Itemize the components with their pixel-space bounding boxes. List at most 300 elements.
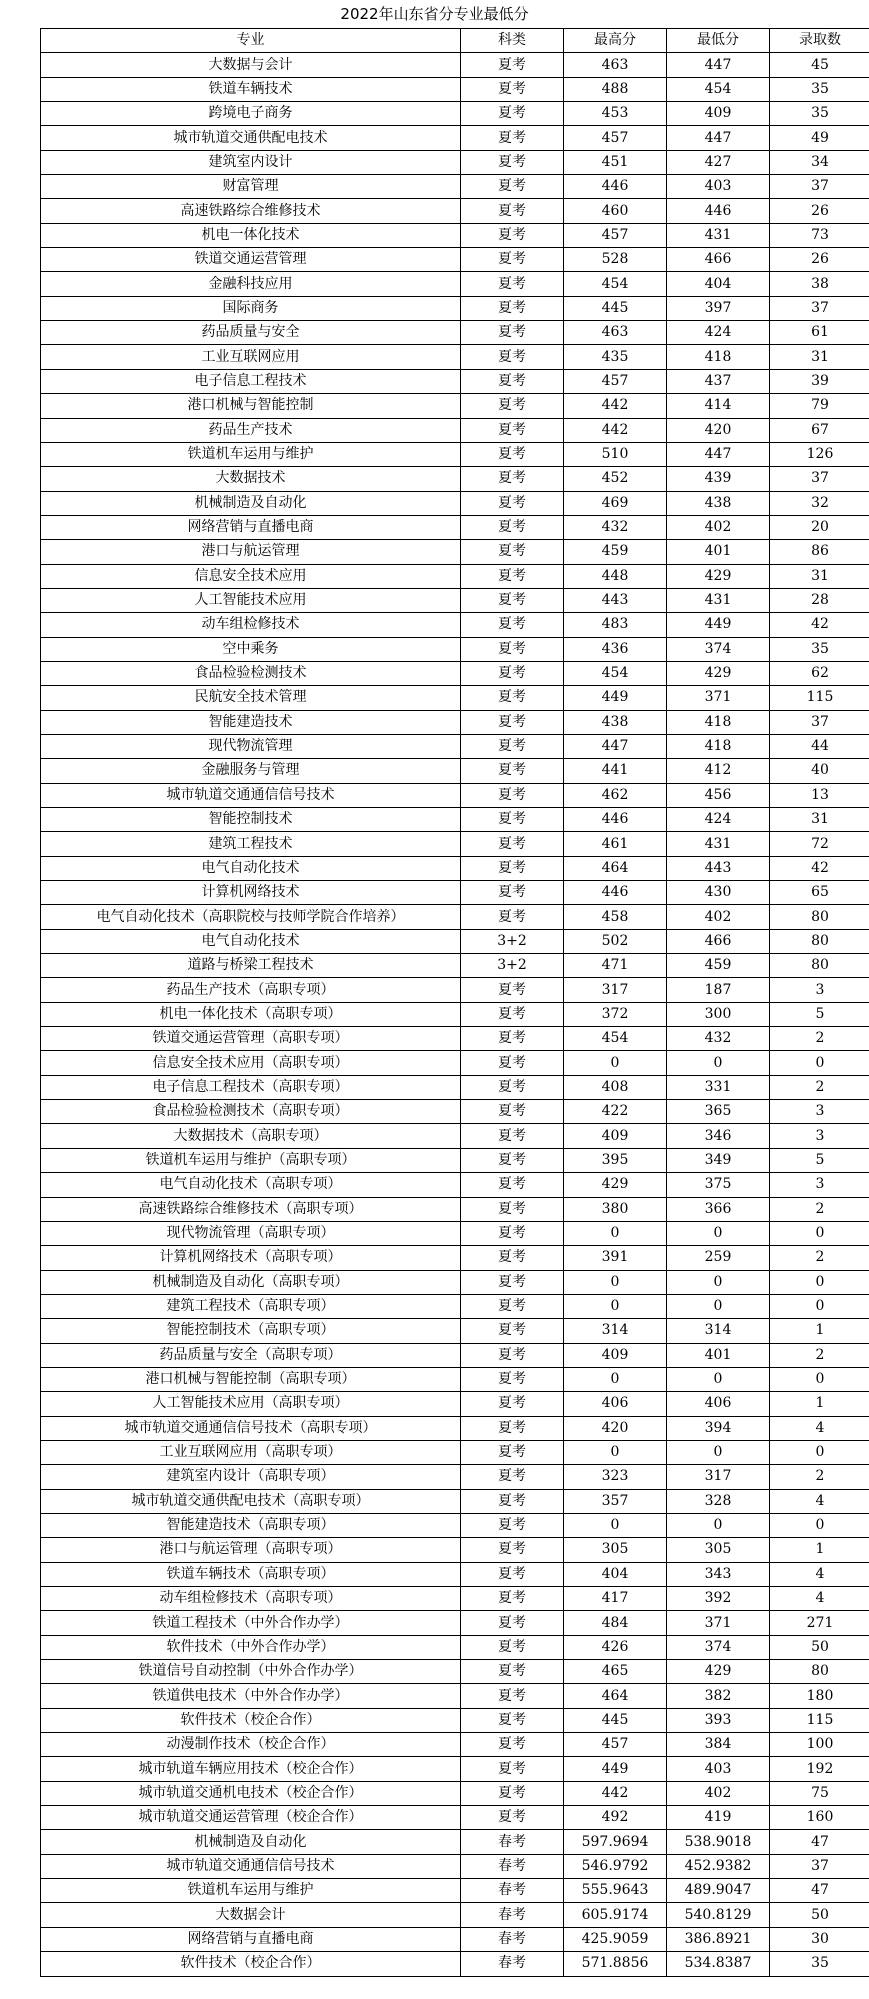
major-cell: 高速铁路综合维修技术 [41,199,461,223]
table-row [41,1684,869,1708]
max-score-cell: 449 [564,686,667,710]
category-cell: 夏考 [461,1075,564,1099]
category-cell: 夏考 [461,540,564,564]
major-cell: 港口与航运管理（高职专项） [41,1538,461,1562]
table-title: 2022年山东省分专业最低分 [340,5,529,23]
max-score-cell: 408 [564,1075,667,1099]
major-cell: 药品质量与安全 [41,321,461,345]
header-row [41,29,869,53]
admitted-count-cell: 0 [770,1294,869,1318]
table-row [41,1513,869,1537]
min-score-cell: 331 [667,1075,770,1099]
admitted-count-cell: 67 [770,418,869,442]
min-score-cell: 449 [667,613,770,637]
min-score-cell: 374 [667,1635,770,1659]
min-score-cell: 371 [667,1611,770,1635]
min-score-cell: 366 [667,1197,770,1221]
max-score-cell: 605.9174 [564,1903,667,1927]
category-cell: 夏考 [461,345,564,369]
max-score-cell: 432 [564,515,667,539]
max-score-cell: 454 [564,661,667,685]
admitted-count-cell: 65 [770,881,869,905]
table-row [41,272,869,296]
major-cell: 动漫制作技术（校企合作） [41,1733,461,1757]
major-cell: 城市轨道交通通信信号技术 [41,1854,461,1878]
major-cell: 电子信息工程技术 [41,369,461,393]
admitted-count-cell: 40 [770,759,869,783]
max-score-cell: 323 [564,1465,667,1489]
major-cell: 建筑室内设计（高职专项） [41,1465,461,1489]
min-score-cell: 0 [667,1513,770,1537]
major-cell: 城市轨道交通通信信号技术 [41,783,461,807]
max-score-cell: 314 [564,1319,667,1343]
max-score-cell: 305 [564,1538,667,1562]
header-major: 专业 [41,29,461,53]
category-cell: 夏考 [461,515,564,539]
table-row [41,1392,869,1416]
admitted-count-cell: 79 [770,394,869,418]
table-row [41,808,869,832]
admitted-count-cell: 115 [770,686,869,710]
category-cell: 春考 [461,1879,564,1903]
min-score-cell: 314 [667,1319,770,1343]
max-score-cell: 441 [564,759,667,783]
admitted-count-cell: 37 [770,175,869,199]
category-cell: 夏考 [461,1319,564,1343]
min-score-cell: 414 [667,394,770,418]
category-cell: 夏考 [461,1489,564,1513]
category-cell: 夏考 [461,1708,564,1732]
max-score-cell: 447 [564,734,667,758]
table-row [41,1075,869,1099]
admitted-count-cell: 26 [770,248,869,272]
major-cell: 铁道交通运营管理 [41,248,461,272]
admitted-count-cell: 30 [770,1927,869,1951]
min-score-cell: 397 [667,296,770,320]
max-score-cell: 454 [564,272,667,296]
max-score-cell: 457 [564,223,667,247]
max-score-cell: 429 [564,1173,667,1197]
max-score-cell: 457 [564,369,667,393]
max-score-cell: 409 [564,1124,667,1148]
major-cell: 财富管理 [41,175,461,199]
table-row [41,1903,869,1927]
max-score-cell: 357 [564,1489,667,1513]
major-cell: 机械制造及自动化 [41,491,461,515]
admitted-count-cell: 50 [770,1635,869,1659]
category-cell: 春考 [461,1952,564,1976]
major-cell: 网络营销与直播电商 [41,1927,461,1951]
max-score-cell: 422 [564,1100,667,1124]
major-cell: 港口机械与智能控制（高职专项） [41,1367,461,1391]
major-cell: 软件技术（中外合作办学） [41,1635,461,1659]
table-row [41,1027,869,1051]
table-row [41,710,869,734]
major-cell: 空中乘务 [41,637,461,661]
table-row [41,53,869,77]
major-cell: 药品质量与安全（高职专项） [41,1343,461,1367]
major-cell: 金融科技应用 [41,272,461,296]
major-cell: 计算机网络技术 [41,881,461,905]
min-score-cell: 452.9382 [667,1854,770,1878]
admitted-count-cell: 26 [770,199,869,223]
category-cell: 夏考 [461,272,564,296]
min-score-cell: 418 [667,710,770,734]
min-score-cell: 424 [667,321,770,345]
max-score-cell: 454 [564,1027,667,1051]
category-cell: 夏考 [461,1392,564,1416]
admitted-count-cell: 13 [770,783,869,807]
admitted-count-cell: 20 [770,515,869,539]
admitted-count-cell: 37 [770,1854,869,1878]
admitted-count-cell: 4 [770,1562,869,1586]
table-row [41,1221,869,1245]
table-row [41,1708,869,1732]
min-score-cell: 429 [667,1660,770,1684]
min-score-cell: 438 [667,491,770,515]
table-row [41,905,869,929]
category-cell: 夏考 [461,1221,564,1245]
table-row [41,1587,869,1611]
admitted-count-cell: 2 [770,1246,869,1270]
min-score-cell: 443 [667,856,770,880]
table-row [41,661,869,685]
max-score-cell: 492 [564,1806,667,1830]
category-cell: 春考 [461,1927,564,1951]
table-row [41,1538,869,1562]
min-score-cell: 466 [667,248,770,272]
min-score-cell: 384 [667,1733,770,1757]
category-cell: 夏考 [461,77,564,101]
category-cell: 夏考 [461,1246,564,1270]
category-cell: 夏考 [461,1684,564,1708]
admitted-count-cell: 75 [770,1781,869,1805]
category-cell: 夏考 [461,1270,564,1294]
admitted-count-cell: 1 [770,1392,869,1416]
table-row [41,1562,869,1586]
major-cell: 药品生产技术 [41,418,461,442]
table-row [41,102,869,126]
admitted-count-cell: 42 [770,613,869,637]
category-cell: 夏考 [461,1465,564,1489]
major-cell: 信息安全技术应用 [41,564,461,588]
table-row [41,1051,869,1075]
max-score-cell: 510 [564,442,667,466]
table-row [41,1781,869,1805]
max-score-cell: 417 [564,1587,667,1611]
admitted-count-cell: 35 [770,637,869,661]
min-score-cell: 305 [667,1538,770,1562]
max-score-cell: 435 [564,345,667,369]
major-cell: 城市轨道车辆应用技术（校企合作） [41,1757,461,1781]
major-cell: 城市轨道交通机电技术（校企合作） [41,1781,461,1805]
min-score-cell: 0 [667,1440,770,1464]
max-score-cell: 460 [564,199,667,223]
max-score-cell: 459 [564,540,667,564]
major-cell: 道路与桥梁工程技术 [41,954,461,978]
table-row [41,1294,869,1318]
category-cell: 夏考 [461,102,564,126]
admitted-count-cell: 5 [770,1002,869,1026]
max-score-cell: 420 [564,1416,667,1440]
admitted-count-cell: 35 [770,77,869,101]
category-cell: 夏考 [461,1781,564,1805]
major-cell: 铁道交通运营管理（高职专项） [41,1027,461,1051]
major-cell: 跨境电子商务 [41,102,461,126]
admitted-count-cell: 50 [770,1903,869,1927]
category-cell: 夏考 [461,881,564,905]
major-cell: 工业互联网应用（高职专项） [41,1440,461,1464]
admitted-count-cell: 0 [770,1270,869,1294]
min-score-cell: 187 [667,978,770,1002]
admitted-count-cell: 2 [770,1197,869,1221]
min-score-cell: 300 [667,1002,770,1026]
table-row [41,1489,869,1513]
max-score-cell: 0 [564,1440,667,1464]
table-row [41,77,869,101]
admitted-count-cell: 2 [770,1027,869,1051]
major-cell: 电气自动化技术（高职专项） [41,1173,461,1197]
min-score-cell: 424 [667,808,770,832]
table-row [41,175,869,199]
table-row [41,1733,869,1757]
max-score-cell: 380 [564,1197,667,1221]
major-cell: 铁道车辆技术（高职专项） [41,1562,461,1586]
category-cell: 夏考 [461,1611,564,1635]
table-row [41,588,869,612]
category-cell: 夏考 [461,1367,564,1391]
admitted-count-cell: 44 [770,734,869,758]
admitted-count-cell: 3 [770,1173,869,1197]
admitted-count-cell: 4 [770,1416,869,1440]
max-score-cell: 452 [564,467,667,491]
max-score-cell: 502 [564,929,667,953]
admitted-count-cell: 31 [770,808,869,832]
score-table [40,28,869,1977]
major-cell: 城市轨道交通供配电技术 [41,126,461,150]
major-cell: 计算机网络技术（高职专项） [41,1246,461,1270]
category-cell: 夏考 [461,905,564,929]
header-max-score: 最高分 [564,29,667,53]
admitted-count-cell: 0 [770,1440,869,1464]
table-row [41,418,869,442]
admitted-count-cell: 100 [770,1733,869,1757]
table-row [41,1806,869,1830]
major-cell: 建筑工程技术（高职专项） [41,1294,461,1318]
admitted-count-cell: 2 [770,1343,869,1367]
major-cell: 网络营销与直播电商 [41,515,461,539]
category-cell: 夏考 [461,978,564,1002]
table-row [41,442,869,466]
header-min-score: 最低分 [667,29,770,53]
min-score-cell: 259 [667,1246,770,1270]
admitted-count-cell: 37 [770,710,869,734]
category-cell: 夏考 [461,296,564,320]
admitted-count-cell: 0 [770,1513,869,1537]
category-cell: 3+2 [461,954,564,978]
major-cell: 动车组检修技术（高职专项） [41,1587,461,1611]
max-score-cell: 463 [564,53,667,77]
max-score-cell: 464 [564,1684,667,1708]
admitted-count-cell: 39 [770,369,869,393]
max-score-cell: 465 [564,1660,667,1684]
max-score-cell: 448 [564,564,667,588]
table-row [41,1952,869,1976]
admitted-count-cell: 5 [770,1148,869,1172]
major-cell: 铁道工程技术（中外合作办学） [41,1611,461,1635]
admitted-count-cell: 3 [770,1100,869,1124]
category-cell: 夏考 [461,175,564,199]
major-cell: 大数据技术 [41,467,461,491]
major-cell: 大数据与会计 [41,53,461,77]
category-cell: 夏考 [461,126,564,150]
table-row [41,783,869,807]
min-score-cell: 403 [667,1757,770,1781]
category-cell: 夏考 [461,1440,564,1464]
max-score-cell: 0 [564,1513,667,1537]
min-score-cell: 402 [667,905,770,929]
category-cell: 夏考 [461,1757,564,1781]
max-score-cell: 597.9694 [564,1830,667,1854]
table-row [41,1465,869,1489]
min-score-cell: 401 [667,1343,770,1367]
admitted-count-cell: 73 [770,223,869,247]
min-score-cell: 447 [667,53,770,77]
admitted-count-cell: 28 [770,588,869,612]
admitted-count-cell: 3 [770,978,869,1002]
min-score-cell: 406 [667,1392,770,1416]
table-row [41,1854,869,1878]
min-score-cell: 454 [667,77,770,101]
admitted-count-cell: 1 [770,1538,869,1562]
max-score-cell: 0 [564,1294,667,1318]
table-row [41,1124,869,1148]
table-row [41,1367,869,1391]
min-score-cell: 409 [667,102,770,126]
category-cell: 夏考 [461,321,564,345]
table-row [41,369,869,393]
category-cell: 夏考 [461,783,564,807]
major-cell: 大数据会计 [41,1903,461,1927]
min-score-cell: 402 [667,515,770,539]
min-score-cell: 403 [667,175,770,199]
min-score-cell: 365 [667,1100,770,1124]
min-score-cell: 489.9047 [667,1879,770,1903]
min-score-cell: 328 [667,1489,770,1513]
max-score-cell: 463 [564,321,667,345]
min-score-cell: 429 [667,661,770,685]
admitted-count-cell: 80 [770,929,869,953]
admitted-count-cell: 47 [770,1830,869,1854]
major-cell: 城市轨道交通通信信号技术（高职专项） [41,1416,461,1440]
admitted-count-cell: 0 [770,1221,869,1245]
min-score-cell: 418 [667,345,770,369]
category-cell: 夏考 [461,369,564,393]
table-row [41,1002,869,1026]
category-cell: 夏考 [461,686,564,710]
major-cell: 信息安全技术应用（高职专项） [41,1051,461,1075]
admitted-count-cell: 80 [770,1660,869,1684]
table-row [41,1197,869,1221]
table-row [41,223,869,247]
min-score-cell: 437 [667,369,770,393]
category-cell: 夏考 [461,661,564,685]
table-row [41,1173,869,1197]
min-score-cell: 317 [667,1465,770,1489]
major-cell: 工业互联网应用 [41,345,461,369]
admitted-count-cell: 61 [770,321,869,345]
category-cell: 夏考 [461,394,564,418]
category-cell: 夏考 [461,1148,564,1172]
min-score-cell: 349 [667,1148,770,1172]
category-cell: 夏考 [461,613,564,637]
admitted-count-cell: 42 [770,856,869,880]
max-score-cell: 483 [564,613,667,637]
table-row [41,199,869,223]
table-row [41,491,869,515]
max-score-cell: 406 [564,1392,667,1416]
table-row [41,1757,869,1781]
major-cell: 人工智能技术应用 [41,588,461,612]
min-score-cell: 431 [667,223,770,247]
max-score-cell: 462 [564,783,667,807]
max-score-cell: 404 [564,1562,667,1586]
category-cell: 夏考 [461,442,564,466]
major-cell: 机械制造及自动化 [41,1830,461,1854]
major-cell: 高速铁路综合维修技术（高职专项） [41,1197,461,1221]
min-score-cell: 431 [667,588,770,612]
min-score-cell: 343 [667,1562,770,1586]
category-cell: 夏考 [461,150,564,174]
category-cell: 夏考 [461,1343,564,1367]
min-score-cell: 412 [667,759,770,783]
major-cell: 铁道机车运用与维护 [41,1879,461,1903]
category-cell: 夏考 [461,1002,564,1026]
min-score-cell: 429 [667,564,770,588]
category-cell: 夏考 [461,1733,564,1757]
major-cell: 大数据技术（高职专项） [41,1124,461,1148]
category-cell: 春考 [461,1854,564,1878]
max-score-cell: 395 [564,1148,667,1172]
table-row [41,1246,869,1270]
min-score-cell: 418 [667,734,770,758]
min-score-cell: 430 [667,881,770,905]
table-row [41,467,869,491]
table-row [41,1100,869,1124]
max-score-cell: 445 [564,1708,667,1732]
max-score-cell: 446 [564,175,667,199]
min-score-cell: 439 [667,467,770,491]
admitted-count-cell: 2 [770,1075,869,1099]
table-row [41,759,869,783]
admitted-count-cell: 115 [770,1708,869,1732]
major-cell: 现代物流管理 [41,734,461,758]
major-cell: 金融服务与管理 [41,759,461,783]
max-score-cell: 391 [564,1246,667,1270]
major-cell: 国际商务 [41,296,461,320]
table-row [41,515,869,539]
table-row [41,1660,869,1684]
category-cell: 夏考 [461,491,564,515]
min-score-cell: 404 [667,272,770,296]
admitted-count-cell: 2 [770,1465,869,1489]
admitted-count-cell: 37 [770,467,869,491]
table-row [41,686,869,710]
admitted-count-cell: 4 [770,1587,869,1611]
admitted-count-cell: 31 [770,564,869,588]
major-cell: 电气自动化技术 [41,856,461,880]
min-score-cell: 346 [667,1124,770,1148]
